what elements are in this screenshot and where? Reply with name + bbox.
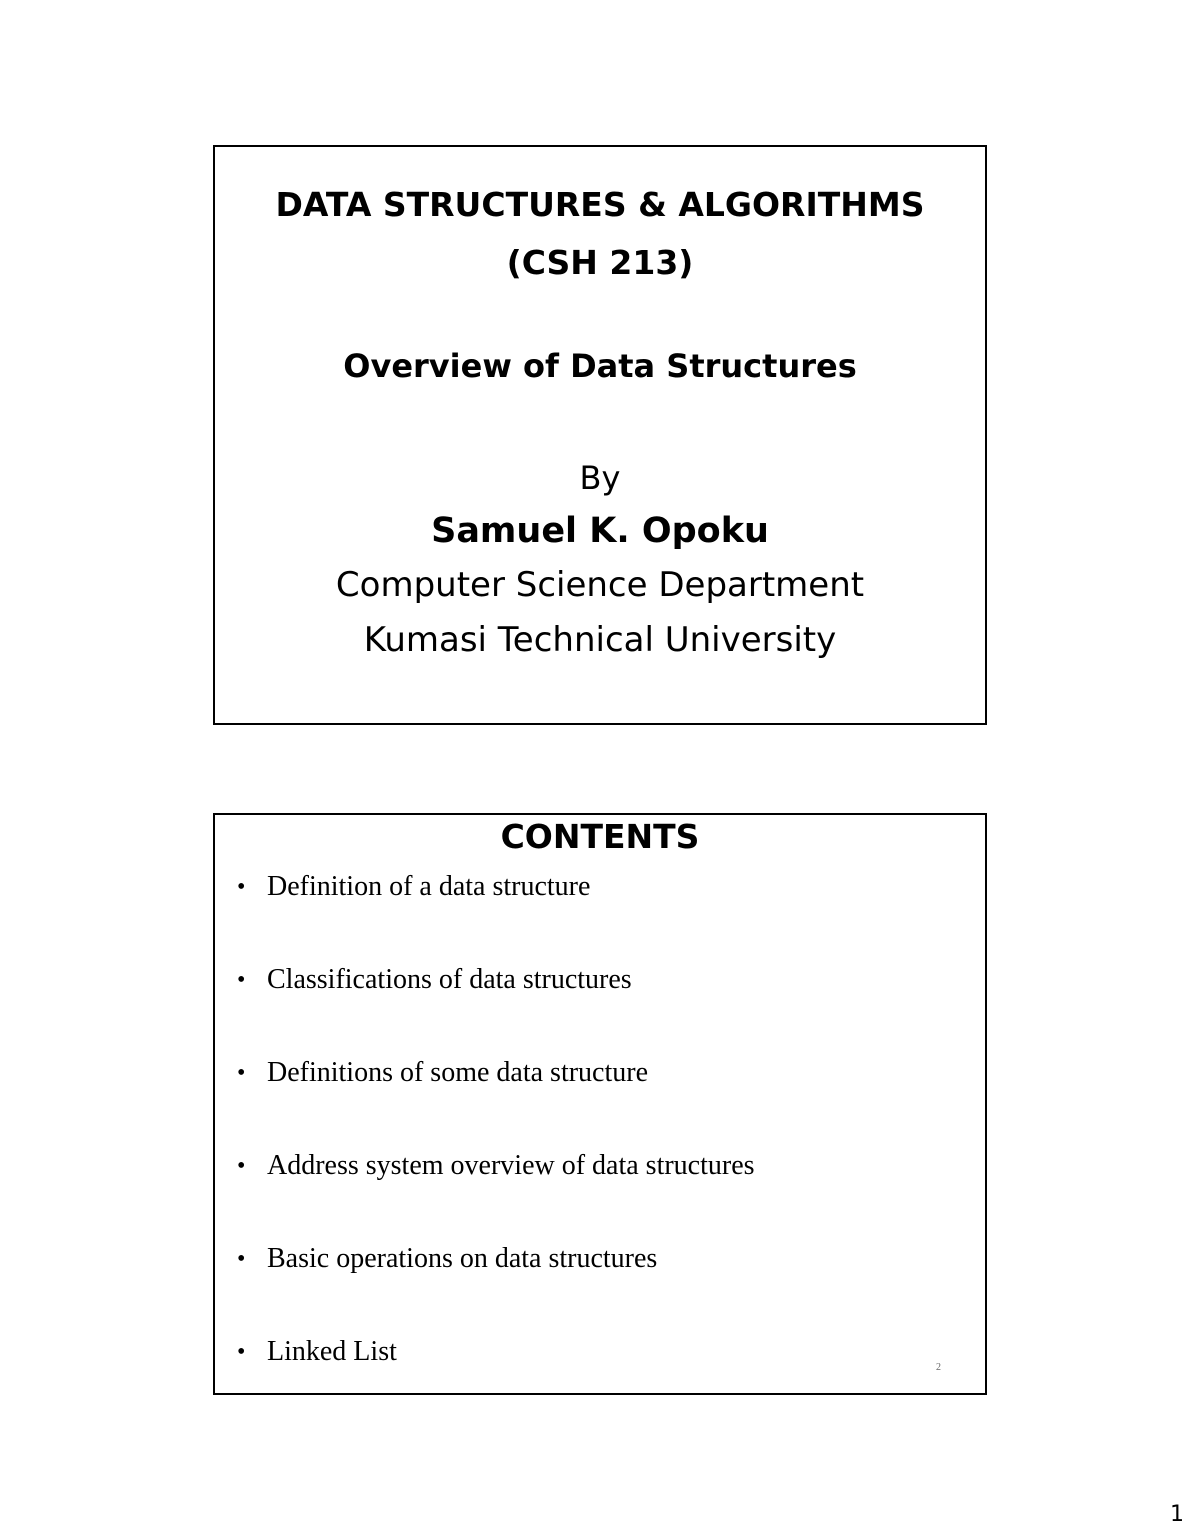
bullet-icon: • <box>237 1339 246 1365</box>
list-item-text: Address system overview of data structures <box>267 1150 755 1181</box>
slide-number: 2 <box>936 1362 941 1373</box>
list-item-text: Linked List <box>267 1336 397 1367</box>
bullet-icon: • <box>237 1153 246 1179</box>
list-item <box>237 1334 957 1427</box>
course-code: (CSH 213) <box>506 243 694 282</box>
list-item-text: Definitions of some data structure <box>267 1057 649 1088</box>
list-item-text: Classifications of data structures <box>267 964 632 995</box>
slide-contents <box>213 813 987 1395</box>
bullet-icon: • <box>237 1060 246 1086</box>
list-item <box>237 1055 957 1148</box>
contents-list <box>237 869 957 1427</box>
author-name: Samuel K. Opoku <box>431 511 769 551</box>
university-name: Kumasi Technical University <box>363 620 837 660</box>
list-item <box>237 1148 957 1241</box>
list-item <box>237 869 957 962</box>
list-item-text: Basic operations on data structures <box>267 1243 658 1274</box>
contents-heading: CONTENTS <box>500 817 700 856</box>
course-title: DATA STRUCTURES & ALGORITHMS <box>275 185 925 224</box>
list-item <box>237 1241 957 1334</box>
bullet-icon: • <box>237 1246 246 1272</box>
by-label: By <box>579 459 621 497</box>
lecture-subtitle: Overview of Data Structures <box>343 347 857 385</box>
list-item <box>237 962 957 1055</box>
bullet-icon: • <box>237 874 246 900</box>
bullet-icon: • <box>237 967 246 993</box>
slide-title <box>213 145 987 725</box>
department-name: Computer Science Department <box>335 565 865 605</box>
list-item-text: Definition of a data structure <box>267 871 591 902</box>
page-number: 1 <box>1170 1502 1184 1527</box>
